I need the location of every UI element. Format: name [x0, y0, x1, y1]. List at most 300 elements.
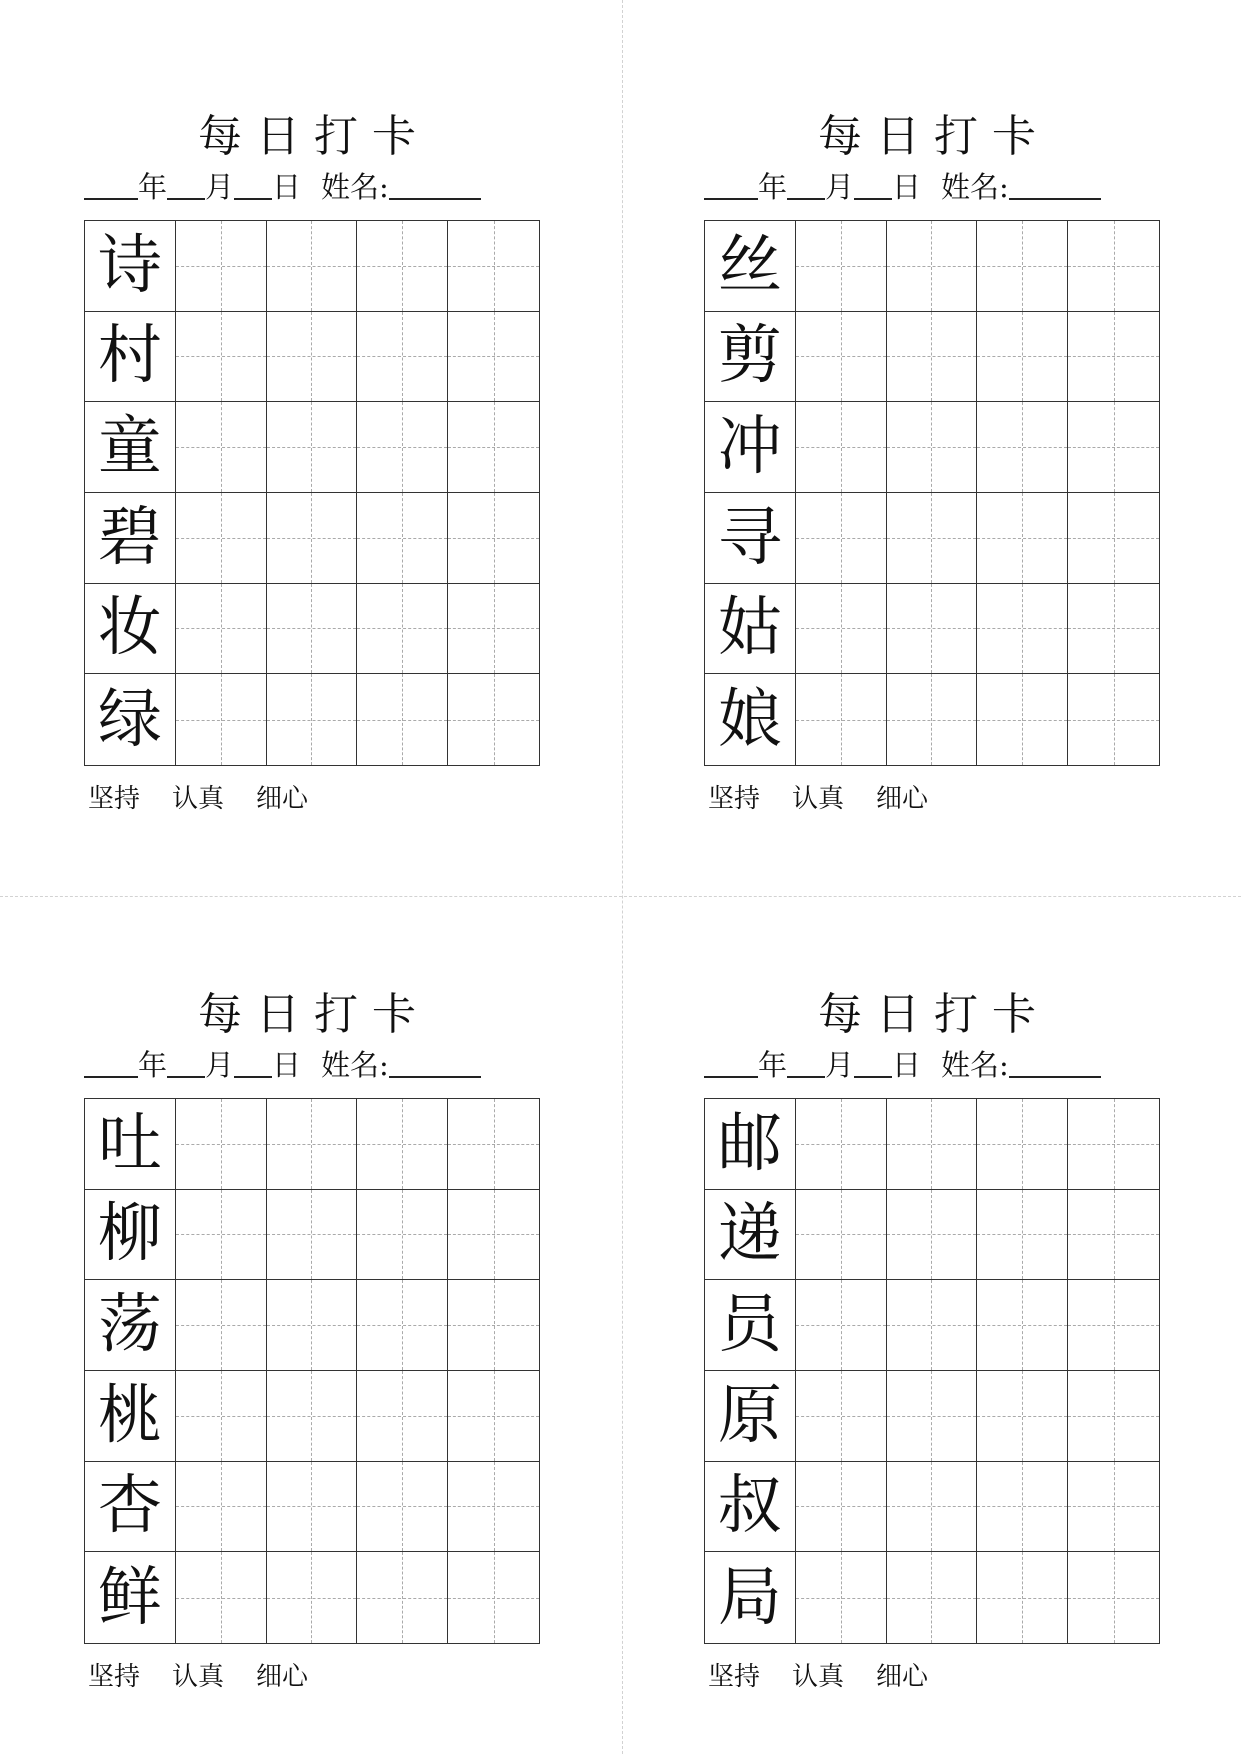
guide-line-horizontal [796, 628, 886, 629]
model-character: 原 [705, 1371, 795, 1461]
model-character: 桃 [85, 1371, 175, 1461]
guide-line-horizontal [977, 1325, 1067, 1326]
practice-cell[interactable] [796, 1099, 887, 1190]
motto [88, 784, 340, 814]
practice-card [84, 0, 544, 814]
model-character: 碧 [85, 493, 175, 583]
practice-cell[interactable] [448, 312, 539, 403]
day-blank[interactable] [234, 170, 272, 200]
model-character-cell [705, 402, 796, 493]
practice-cell[interactable] [176, 1190, 267, 1281]
year-blank[interactable] [84, 1048, 138, 1078]
practice-cell[interactable] [887, 1190, 978, 1281]
practice-cell[interactable] [448, 493, 539, 584]
model-character-cell [85, 674, 176, 765]
practice-cell[interactable] [1068, 1190, 1159, 1281]
model-character: 剪 [705, 312, 795, 402]
year-label: 年 [758, 1048, 788, 1082]
practice-cell[interactable] [176, 1371, 267, 1462]
guide-line-horizontal [448, 538, 539, 539]
guide-line-horizontal [1068, 1144, 1159, 1145]
model-character-cell [85, 584, 176, 675]
guide-line-horizontal [977, 1144, 1067, 1145]
guide-line-horizontal [357, 447, 447, 448]
year-blank[interactable] [84, 170, 138, 200]
practice-cell[interactable] [267, 584, 358, 675]
practice-cell[interactable] [977, 402, 1068, 493]
practice-cell[interactable] [357, 1280, 448, 1371]
guide-line-horizontal [887, 447, 977, 448]
guide-line-horizontal [977, 1416, 1067, 1417]
model-character-cell [705, 674, 796, 765]
guide-line-horizontal [977, 1234, 1067, 1235]
guide-line-horizontal [887, 1416, 977, 1417]
practice-cell[interactable] [796, 312, 887, 403]
practice-cell[interactable] [267, 1371, 358, 1462]
practice-cell[interactable] [267, 1462, 358, 1553]
practice-cell[interactable] [176, 1462, 267, 1553]
model-character: 童 [85, 402, 175, 492]
practice-cell[interactable] [267, 1280, 358, 1371]
practice-cell[interactable] [267, 1552, 358, 1643]
guide-line-horizontal [267, 1325, 357, 1326]
practice-cell[interactable] [977, 1099, 1068, 1190]
guide-line-horizontal [1068, 356, 1159, 357]
guide-line-horizontal [267, 1506, 357, 1507]
guide-line-horizontal [267, 1144, 357, 1145]
practice-cell[interactable] [1068, 493, 1159, 584]
name-label: 姓名: [941, 170, 1009, 204]
guide-line-horizontal [796, 1416, 886, 1417]
name-label: 姓名: [321, 170, 389, 204]
practice-cell[interactable] [267, 312, 358, 403]
guide-line-horizontal [176, 720, 266, 721]
day-label: 日 [272, 1048, 302, 1082]
motto-word: 认真 [172, 1662, 225, 1692]
writing-grid [704, 1098, 1160, 1644]
practice-cell[interactable] [977, 1552, 1068, 1643]
practice-cell[interactable] [267, 674, 358, 765]
motto-word: 坚持 [708, 1662, 761, 1692]
practice-cell[interactable] [176, 493, 267, 584]
guide-line-horizontal [796, 1234, 886, 1235]
day-blank[interactable] [854, 1048, 892, 1078]
motto-word: 坚持 [88, 784, 141, 814]
guide-line-horizontal [357, 628, 447, 629]
motto-word: 细心 [256, 1662, 309, 1692]
practice-cell[interactable] [887, 1552, 978, 1643]
practice-cell[interactable] [448, 402, 539, 493]
model-character: 邮 [705, 1099, 795, 1189]
date-name-line [84, 170, 544, 204]
practice-cell[interactable] [1068, 674, 1159, 765]
guide-line-horizontal [887, 266, 977, 267]
guide-line-horizontal [267, 538, 357, 539]
guide-line-horizontal [448, 1598, 539, 1599]
month-blank[interactable] [167, 1048, 205, 1078]
practice-cell[interactable] [796, 1190, 887, 1281]
practice-cell[interactable] [796, 1371, 887, 1462]
guide-line-horizontal [1068, 1234, 1159, 1235]
year-blank[interactable] [704, 1048, 758, 1078]
model-character-cell [705, 221, 796, 312]
guide-line-horizontal [448, 1416, 539, 1417]
practice-cell[interactable] [176, 584, 267, 675]
practice-cell[interactable] [977, 221, 1068, 312]
guide-line-horizontal [796, 1506, 886, 1507]
guide-line-horizontal [357, 538, 447, 539]
guide-line-horizontal [357, 266, 447, 267]
model-character: 丝 [705, 221, 795, 311]
guide-line-horizontal [796, 356, 886, 357]
guide-line-horizontal [887, 538, 977, 539]
day-blank[interactable] [234, 1048, 272, 1078]
model-character-cell [705, 1552, 796, 1643]
month-blank[interactable] [787, 170, 825, 200]
practice-cell[interactable] [887, 1462, 978, 1553]
guide-line-horizontal [977, 720, 1067, 721]
card-title: 每日打卡 [198, 111, 430, 162]
practice-cell[interactable] [176, 1280, 267, 1371]
guide-line-horizontal [887, 1234, 977, 1235]
year-label: 年 [138, 1048, 168, 1082]
guide-line-horizontal [1068, 447, 1159, 448]
practice-cell[interactable] [887, 1371, 978, 1462]
model-character-cell [85, 402, 176, 493]
practice-cell[interactable] [448, 1462, 539, 1553]
guide-line-horizontal [977, 628, 1067, 629]
name-label: 姓名: [321, 1048, 389, 1082]
card-title: 每日打卡 [198, 989, 430, 1040]
guide-line-horizontal [357, 1234, 447, 1235]
model-character-cell [85, 1190, 176, 1281]
month-blank[interactable] [787, 1048, 825, 1078]
guide-line-horizontal [267, 447, 357, 448]
guide-line-horizontal [977, 266, 1067, 267]
model-character-cell [705, 493, 796, 584]
guide-line-horizontal [267, 1416, 357, 1417]
month-label: 月 [205, 170, 235, 204]
guide-line-horizontal [448, 356, 539, 357]
model-character: 吐 [85, 1099, 175, 1189]
practice-card [704, 0, 1164, 814]
day-label: 日 [892, 1048, 922, 1082]
guide-line-horizontal [176, 1234, 266, 1235]
practice-cell[interactable] [796, 402, 887, 493]
practice-cell[interactable] [1068, 1099, 1159, 1190]
practice-cell[interactable] [176, 674, 267, 765]
practice-cell[interactable] [448, 1280, 539, 1371]
practice-card [84, 878, 544, 1692]
motto-word: 认真 [792, 784, 845, 814]
motto [708, 784, 960, 814]
guide-line-horizontal [887, 356, 977, 357]
practice-cell[interactable] [887, 1099, 978, 1190]
writing-grid [84, 1098, 540, 1644]
model-character-cell [85, 1552, 176, 1643]
guide-line-horizontal [448, 720, 539, 721]
practice-cell[interactable] [448, 674, 539, 765]
model-character: 杏 [85, 1462, 175, 1552]
practice-cell[interactable] [977, 1280, 1068, 1371]
guide-line-horizontal [887, 1325, 977, 1326]
guide-line-horizontal [977, 538, 1067, 539]
practice-cell[interactable] [448, 584, 539, 675]
practice-card [704, 878, 1164, 1692]
writing-grid [704, 220, 1160, 766]
guide-line-horizontal [267, 1598, 357, 1599]
model-character-cell [85, 1462, 176, 1553]
guide-line-horizontal [1068, 1416, 1159, 1417]
practice-cell[interactable] [357, 674, 448, 765]
guide-line-horizontal [1068, 720, 1159, 721]
motto-word: 坚持 [88, 1662, 141, 1692]
practice-cell[interactable] [448, 1371, 539, 1462]
guide-line-horizontal [176, 356, 266, 357]
guide-line-horizontal [1068, 1598, 1159, 1599]
date-name-line [84, 1048, 544, 1082]
practice-cell[interactable] [1068, 402, 1159, 493]
guide-line-horizontal [448, 1325, 539, 1326]
model-character-cell [85, 1099, 176, 1190]
practice-cell[interactable] [977, 584, 1068, 675]
practice-cell[interactable] [1068, 1371, 1159, 1462]
name-blank[interactable] [1009, 1048, 1101, 1078]
motto-word: 认真 [172, 784, 225, 814]
practice-cell[interactable] [796, 1462, 887, 1553]
practice-cell[interactable] [1068, 584, 1159, 675]
guide-line-horizontal [796, 266, 886, 267]
guide-line-horizontal [887, 1144, 977, 1145]
practice-cell[interactable] [357, 1462, 448, 1553]
guide-line-horizontal [887, 1506, 977, 1507]
month-blank[interactable] [167, 170, 205, 200]
practice-cell[interactable] [1068, 221, 1159, 312]
guide-line-horizontal [357, 356, 447, 357]
model-character-cell [85, 221, 176, 312]
practice-cell[interactable] [267, 1099, 358, 1190]
model-character-cell [85, 1280, 176, 1371]
guide-line-horizontal [267, 720, 357, 721]
practice-cell[interactable] [977, 674, 1068, 765]
motto [88, 1662, 340, 1692]
motto-word: 细心 [876, 1662, 929, 1692]
practice-cell[interactable] [1068, 312, 1159, 403]
practice-cell[interactable] [977, 1190, 1068, 1281]
guide-line-horizontal [1068, 266, 1159, 267]
practice-cell[interactable] [977, 1462, 1068, 1553]
guide-line-horizontal [267, 266, 357, 267]
model-character-cell [705, 1190, 796, 1281]
practice-cell[interactable] [977, 312, 1068, 403]
practice-cell[interactable] [176, 1552, 267, 1643]
practice-cell[interactable] [887, 674, 978, 765]
guide-line-horizontal [176, 1325, 266, 1326]
guide-line-horizontal [176, 1144, 266, 1145]
practice-cell[interactable] [977, 1371, 1068, 1462]
guide-line-horizontal [176, 447, 266, 448]
guide-line-horizontal [887, 720, 977, 721]
practice-cell[interactable] [267, 402, 358, 493]
practice-cell[interactable] [357, 221, 448, 312]
guide-line-horizontal [357, 720, 447, 721]
guide-line-horizontal [448, 628, 539, 629]
model-character: 局 [705, 1552, 795, 1643]
practice-cell[interactable] [796, 493, 887, 584]
guide-line-horizontal [796, 720, 886, 721]
model-character-cell [85, 312, 176, 403]
year-blank[interactable] [704, 170, 758, 200]
motto-word: 坚持 [708, 784, 761, 814]
guide-line-horizontal [448, 447, 539, 448]
day-label: 日 [892, 170, 922, 204]
practice-cell[interactable] [796, 1552, 887, 1643]
guide-line-horizontal [796, 1144, 886, 1145]
name-blank[interactable] [389, 170, 481, 200]
practice-cell[interactable] [357, 1099, 448, 1190]
motto-word: 认真 [792, 1662, 845, 1692]
practice-cell[interactable] [1068, 1462, 1159, 1553]
guide-line-horizontal [357, 1506, 447, 1507]
model-character-cell [85, 493, 176, 584]
guide-line-horizontal [1068, 628, 1159, 629]
guide-line-horizontal [1068, 538, 1159, 539]
practice-cell[interactable] [1068, 1280, 1159, 1371]
practice-cell[interactable] [357, 493, 448, 584]
practice-cell[interactable] [176, 312, 267, 403]
guide-line-horizontal [176, 1598, 266, 1599]
guide-line-horizontal [977, 1506, 1067, 1507]
name-label: 姓名: [941, 1048, 1009, 1082]
model-character-cell [705, 1462, 796, 1553]
practice-cell[interactable] [267, 1190, 358, 1281]
guide-line-horizontal [796, 1325, 886, 1326]
guide-line-horizontal [448, 1144, 539, 1145]
guide-line-horizontal [176, 1506, 266, 1507]
practice-cell[interactable] [176, 1099, 267, 1190]
guide-line-horizontal [448, 266, 539, 267]
practice-cell[interactable] [887, 221, 978, 312]
card-title: 每日打卡 [818, 111, 1050, 162]
practice-cell[interactable] [796, 674, 887, 765]
model-character: 妆 [85, 584, 175, 674]
practice-cell[interactable] [887, 584, 978, 675]
model-character: 鲜 [85, 1552, 175, 1643]
model-character: 叔 [705, 1462, 795, 1552]
model-character-cell [705, 312, 796, 403]
date-name-line [704, 1048, 1164, 1082]
month-label: 月 [825, 170, 855, 204]
practice-cell[interactable] [887, 493, 978, 584]
guide-line-horizontal [267, 1234, 357, 1235]
guide-line-horizontal [887, 628, 977, 629]
practice-cell[interactable] [448, 221, 539, 312]
guide-line-horizontal [267, 356, 357, 357]
practice-cell[interactable] [357, 1552, 448, 1643]
model-character: 村 [85, 312, 175, 402]
model-character-cell [705, 1099, 796, 1190]
practice-cell[interactable] [267, 493, 358, 584]
guide-line-horizontal [977, 356, 1067, 357]
month-label: 月 [205, 1048, 235, 1082]
motto-word: 细心 [256, 784, 309, 814]
motto-word: 细心 [876, 784, 929, 814]
guide-line-horizontal [448, 1234, 539, 1235]
date-name-line [704, 170, 1164, 204]
model-character: 诗 [85, 221, 175, 311]
practice-cell[interactable] [977, 493, 1068, 584]
model-character: 娘 [705, 674, 795, 765]
guide-line-horizontal [357, 1325, 447, 1326]
guide-line-horizontal [176, 628, 266, 629]
name-blank[interactable] [389, 1048, 481, 1078]
model-character-cell [85, 1371, 176, 1462]
name-blank[interactable] [1009, 170, 1101, 200]
practice-cell[interactable] [796, 1280, 887, 1371]
practice-cell[interactable] [887, 402, 978, 493]
guide-line-horizontal [796, 1598, 886, 1599]
guide-line-horizontal [448, 1506, 539, 1507]
practice-cell[interactable] [357, 1190, 448, 1281]
month-label: 月 [825, 1048, 855, 1082]
guide-line-horizontal [977, 1598, 1067, 1599]
guide-line-horizontal [176, 266, 266, 267]
guide-line-horizontal [887, 1598, 977, 1599]
vertical-cut-line [622, 0, 623, 1754]
guide-line-horizontal [357, 1416, 447, 1417]
practice-cell[interactable] [176, 402, 267, 493]
guide-line-horizontal [267, 628, 357, 629]
writing-grid [84, 220, 540, 766]
model-character-cell [705, 584, 796, 675]
model-character: 寻 [705, 493, 795, 583]
model-character: 冲 [705, 402, 795, 492]
practice-cell[interactable] [796, 221, 887, 312]
practice-cell[interactable] [267, 221, 358, 312]
practice-cell[interactable] [357, 584, 448, 675]
model-character: 柳 [85, 1190, 175, 1280]
guide-line-horizontal [357, 1144, 447, 1145]
practice-cell[interactable] [796, 584, 887, 675]
model-character: 荡 [85, 1280, 175, 1370]
guide-line-horizontal [796, 538, 886, 539]
model-character: 员 [705, 1280, 795, 1370]
guide-line-horizontal [176, 1416, 266, 1417]
practice-cell[interactable] [176, 221, 267, 312]
year-label: 年 [138, 170, 168, 204]
practice-cell[interactable] [357, 1371, 448, 1462]
motto [708, 1662, 960, 1692]
practice-cell[interactable] [448, 1099, 539, 1190]
day-blank[interactable] [854, 170, 892, 200]
year-label: 年 [758, 170, 788, 204]
practice-cell[interactable] [448, 1552, 539, 1643]
practice-cell[interactable] [357, 402, 448, 493]
card-title: 每日打卡 [818, 989, 1050, 1040]
practice-cell[interactable] [887, 1280, 978, 1371]
practice-cell[interactable] [357, 312, 448, 403]
guide-line-horizontal [796, 447, 886, 448]
model-character-cell [705, 1371, 796, 1462]
guide-line-horizontal [1068, 1506, 1159, 1507]
practice-cell[interactable] [887, 312, 978, 403]
model-character: 递 [705, 1190, 795, 1280]
practice-cell[interactable] [448, 1190, 539, 1281]
practice-cell[interactable] [1068, 1552, 1159, 1643]
guide-line-horizontal [176, 538, 266, 539]
model-character: 姑 [705, 584, 795, 674]
guide-line-horizontal [977, 447, 1067, 448]
